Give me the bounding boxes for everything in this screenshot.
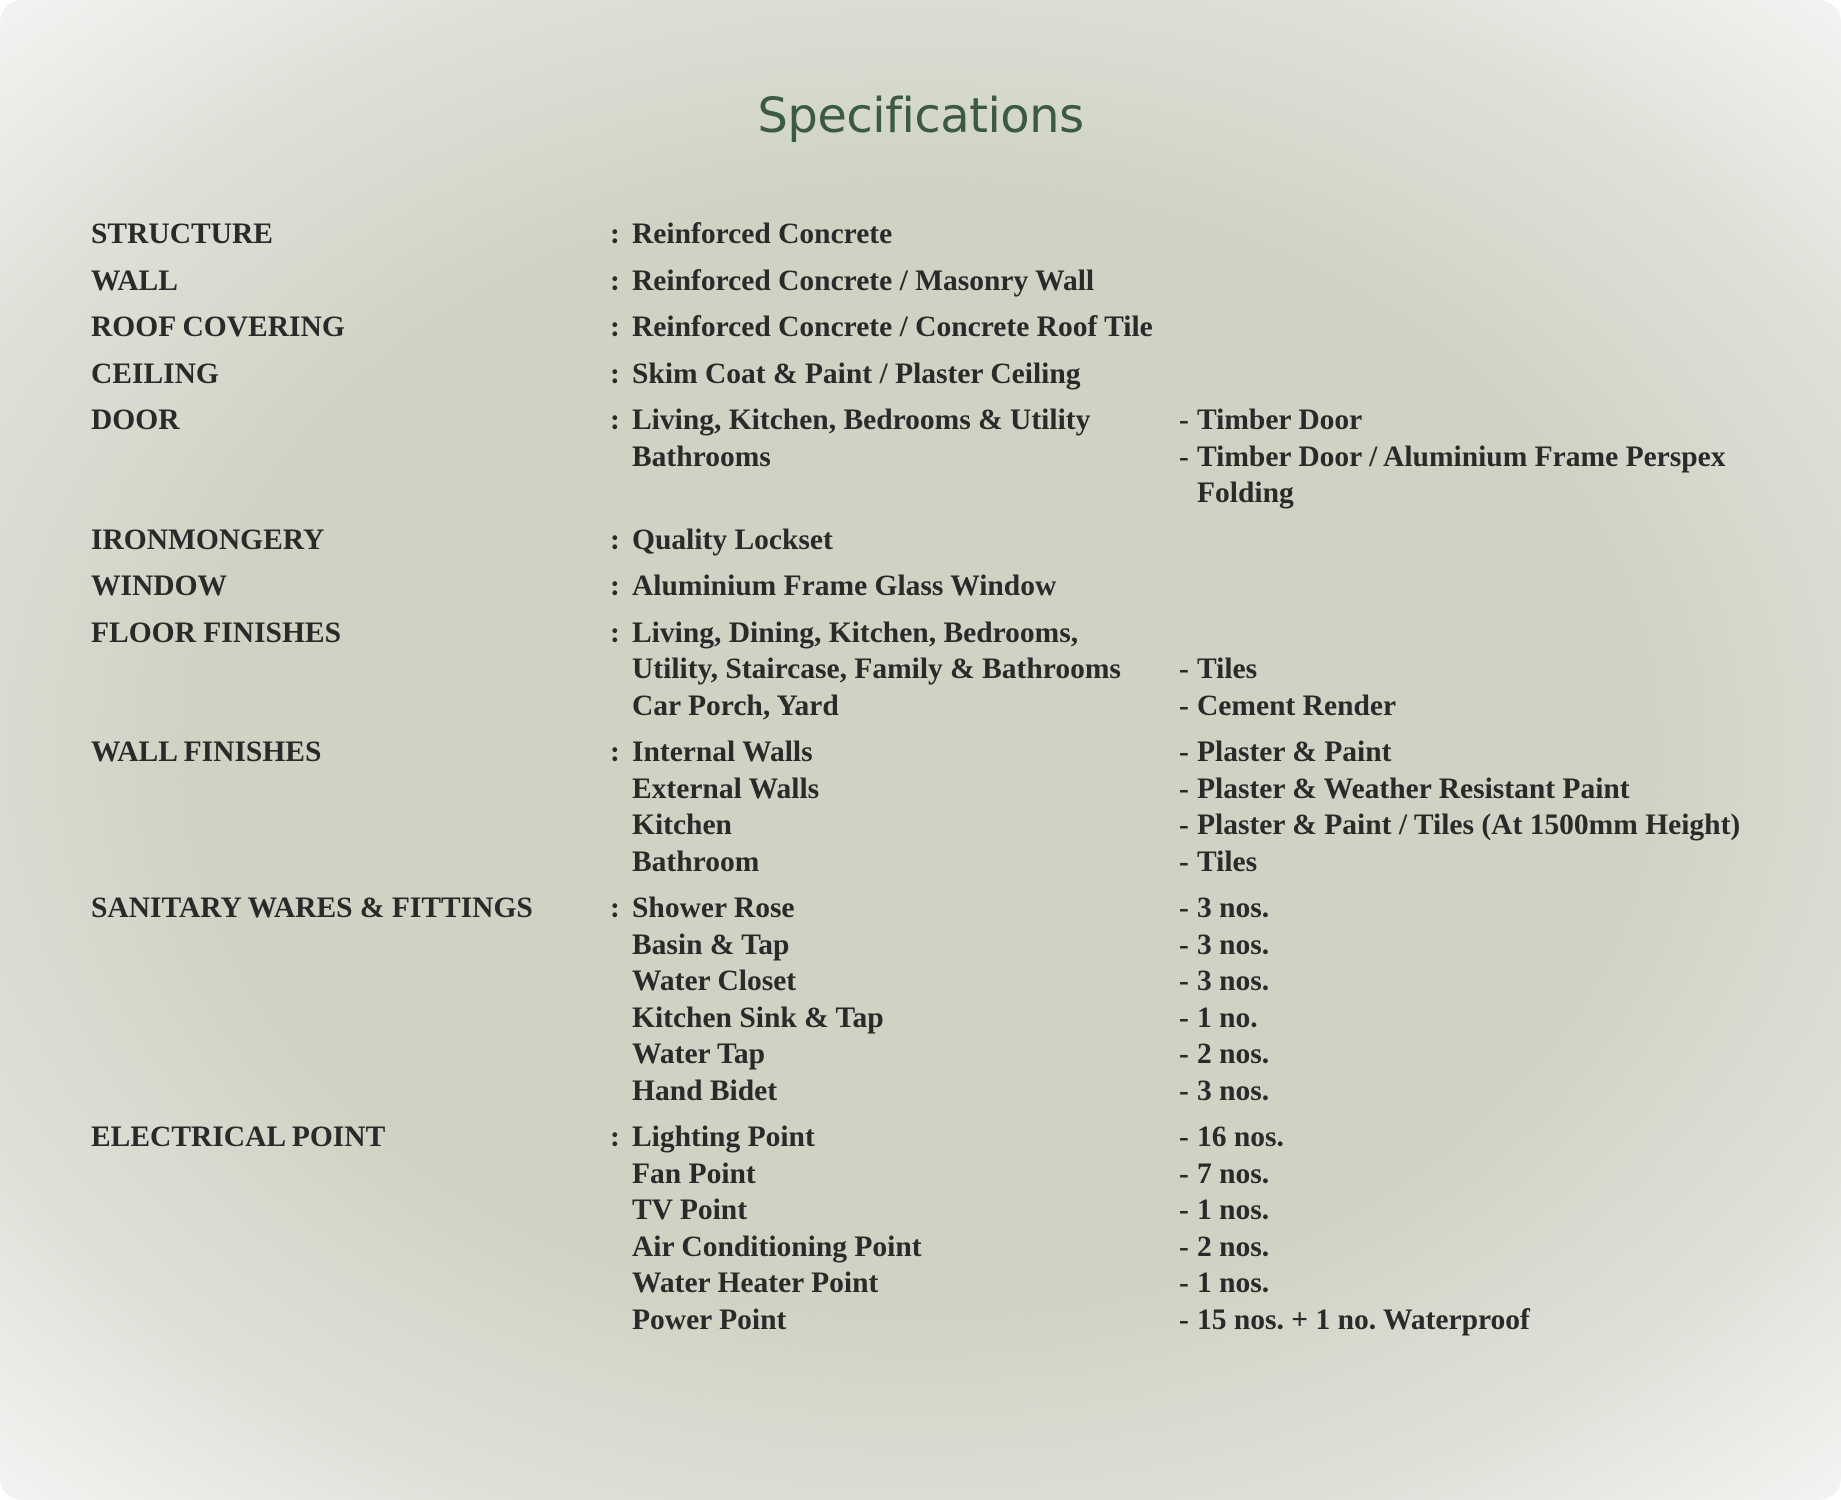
spec-value: 15 nos. + 1 no. Waterproof [1197,1303,1530,1336]
spec-value: 7 nos. [1197,1157,1270,1190]
spec-item: Bathrooms [632,440,771,473]
spec-item: Utility, Staircase, Family & Bathrooms [632,653,1121,685]
spec-item: Water Heater Point [632,1267,879,1299]
spec-category: STRUCTURE [91,218,273,250]
spec-item: Lighting Point [632,1121,815,1153]
spec-item: Hand Bidet [632,1074,778,1107]
spec-item: Basin & Tap [632,928,790,961]
spec-value: Plaster & Paint [1197,736,1392,768]
colon-separator: : [610,892,620,924]
dash-separator: - [1179,1121,1189,1153]
colon-separator: : [610,218,620,250]
spec-value: 3 nos. [1197,1074,1270,1107]
spec-item: Reinforced Concrete / Concrete Roof Tile [632,311,1153,343]
spec-item: Aluminium Frame Glass Window [632,570,1057,602]
colon-separator: : [610,404,620,436]
dash-separator: - [1179,1194,1189,1226]
dash-separator: - [1179,689,1189,722]
colon-separator: : [610,1121,620,1153]
spec-value: Plaster & Paint / Tiles (At 1500mm Height) [1197,809,1741,841]
spec-category: DOOR [91,404,180,436]
spec-item: Reinforced Concrete [632,218,893,250]
spec-item: External Walls [632,772,820,805]
dash-separator: - [1179,928,1189,961]
dash-separator: - [1179,1267,1189,1299]
spec-value: Timber Door [1197,404,1363,436]
dash-separator: - [1179,1038,1189,1070]
spec-item: Living, Dining, Kitchen, Bedrooms, [632,616,1079,649]
spec-item: TV Point [632,1194,748,1226]
spec-category: WINDOW [91,570,228,602]
colon-separator: : [610,736,620,768]
spec-value: Tiles [1197,845,1258,878]
spec-value: Folding [1197,477,1294,509]
dash-separator: - [1179,772,1189,805]
spec-value: 3 nos. [1197,965,1270,997]
spec-category: FLOOR FINISHES [91,616,341,649]
spec-item: Shower Rose [632,892,795,924]
dash-separator: - [1179,1074,1189,1107]
colon-separator: : [610,357,620,390]
spec-item: Water Closet [632,965,797,997]
colon-separator: : [610,311,620,343]
dash-separator: - [1179,845,1189,878]
spec-item: Car Porch, Yard [632,689,839,722]
spec-category: ROOF COVERING [91,311,345,343]
spec-value: Tiles [1197,653,1258,685]
dash-separator: - [1179,653,1189,685]
dash-separator: - [1179,892,1189,924]
dash-separator: - [1179,1157,1189,1190]
dash-separator: - [1179,1001,1189,1034]
spec-item: Air Conditioning Point [632,1230,922,1263]
spec-category: IRONMONGERY [91,523,325,556]
dash-separator: - [1179,440,1189,473]
spec-item: Living, Kitchen, Bedrooms & Utility [632,404,1091,436]
dash-separator: - [1179,809,1189,841]
spec-value: 2 nos. [1197,1230,1270,1263]
colon-separator: : [610,523,620,556]
dash-separator: - [1179,1230,1189,1263]
spec-value: Timber Door / Aluminium Frame Perspex [1197,440,1726,473]
spec-value: 16 nos. [1197,1121,1284,1153]
spec-value: 2 nos. [1197,1038,1270,1070]
spec-item: Kitchen Sink & Tap [632,1001,884,1034]
spec-value: 1 no. [1197,1001,1258,1034]
spec-item: Skim Coat & Paint / Plaster Ceiling [632,357,1081,390]
spec-category: WALL FINISHES [91,736,322,768]
spec-category: ELECTRICAL POINT [91,1121,386,1153]
spec-category: CEILING [91,357,219,390]
dash-separator: - [1179,736,1189,768]
spec-category: SANITARY WARES & FITTINGS [91,892,533,924]
spec-value: 1 nos. [1197,1267,1270,1299]
spec-item: Bathroom [632,845,760,878]
dash-separator: - [1179,404,1189,436]
spec-value: 1 nos. [1197,1194,1270,1226]
spec-item: Water Tap [632,1038,766,1070]
spec-category: WALL [91,264,178,297]
spec-value: 3 nos. [1197,928,1270,961]
page-title: Specifications [757,88,1084,144]
spec-item: Internal Walls [632,736,813,768]
spec-item: Quality Lockset [632,523,833,556]
spec-value: Cement Render [1197,689,1397,722]
spec-item: Power Point [632,1303,787,1336]
colon-separator: : [610,616,620,649]
spec-item: Fan Point [632,1157,756,1190]
spec-value: 3 nos. [1197,892,1270,924]
spec-value: Plaster & Weather Resistant Paint [1197,772,1630,805]
spec-item: Reinforced Concrete / Masonry Wall [632,264,1095,297]
dash-separator: - [1179,1303,1189,1336]
colon-separator: : [610,570,620,602]
colon-separator: : [610,264,620,297]
spec-item: Kitchen [632,809,732,841]
dash-separator: - [1179,965,1189,997]
